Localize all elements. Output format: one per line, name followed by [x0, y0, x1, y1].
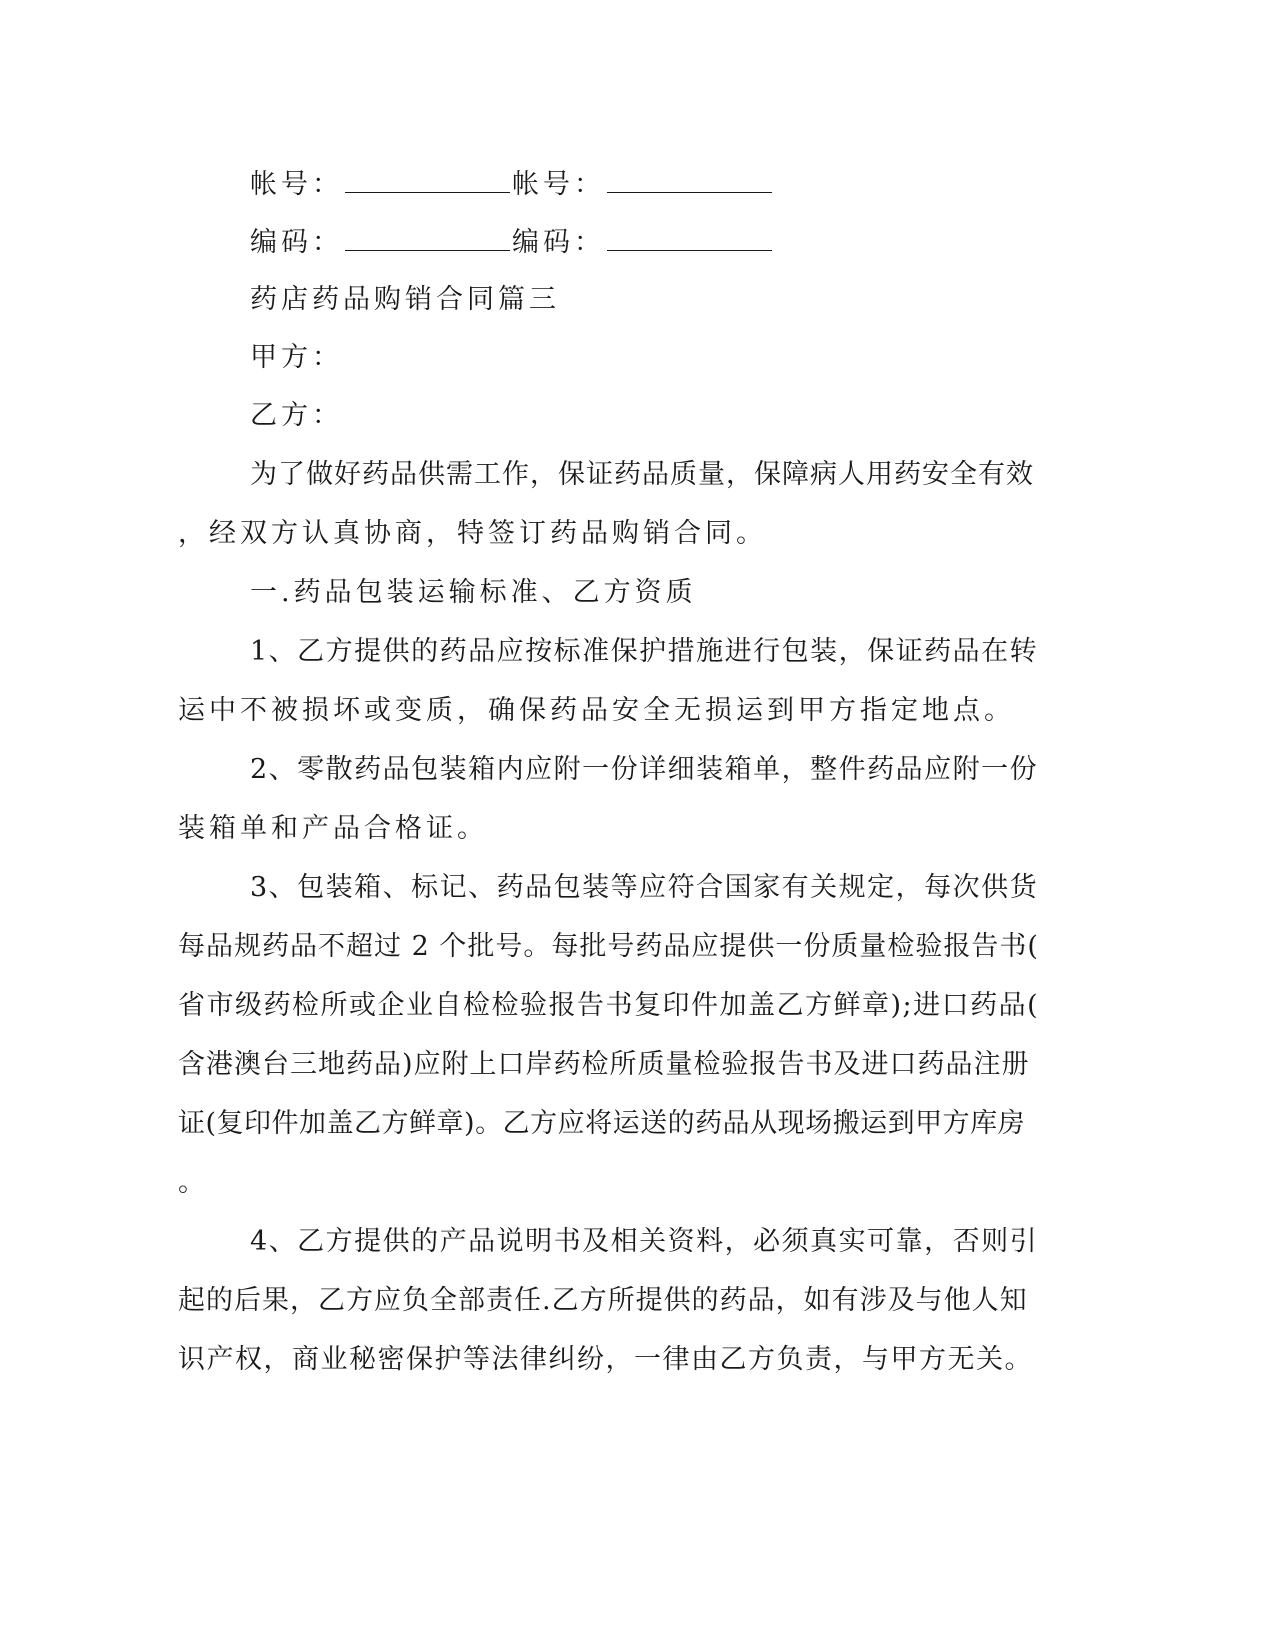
- item1-line-2: 运中不被损坏或变质，确保药品安全无损运到甲方指定地点。: [178, 695, 1015, 726]
- account-blank-b: [607, 166, 772, 193]
- code-row: [250, 224, 774, 261]
- item3-line-3: 省市级药检所或企业自检检验报告书复印件加盖乙方鲜章);进口药品(: [178, 990, 1040, 1021]
- clause-heading: 一.药品包装运输标准、乙方资质: [250, 577, 697, 608]
- account-label-a: 帐号：: [250, 169, 343, 200]
- account-label-b: 帐号：: [512, 169, 605, 200]
- item3-line-1: 3、包装箱、标记、药品包装等应符合国家有关规定，每次供货: [250, 872, 1039, 903]
- item2-line-2: 装箱单和产品合格证。: [178, 813, 488, 844]
- account-blank-a: [345, 166, 510, 193]
- item4-line-2: 起的后果，乙方应负全部责任.乙方所提供的药品，如有涉及与他人知: [178, 1285, 1028, 1316]
- item4-line-3: 识产权，商业秘密保护等法律纠纷，一律由乙方负责，与甲方无关。: [178, 1344, 1033, 1375]
- intro-line-2: ，经双方认真协商，特签订药品购销合同。: [178, 518, 767, 549]
- party-a-label: 甲方：: [250, 342, 343, 373]
- party-b-label: 乙方：: [250, 400, 343, 431]
- item3-line-6: 。: [178, 1167, 209, 1198]
- item3-line-5: 证(复印件加盖乙方鲜章)。乙方应将运送的药品从现场搬运到甲方库房: [178, 1108, 1026, 1139]
- code-blank-b: [607, 224, 772, 251]
- code-blank-a: [345, 224, 510, 251]
- section-title: 药店药品购销合同篇三: [250, 284, 560, 315]
- intro-line-1: 为了做好药品供需工作，保证药品质量，保障病人用药安全有效: [250, 459, 1034, 490]
- item3-line-2: 每品规药品不超过 2 个批号。每批号药品应提供一份质量检验报告书(: [178, 931, 1039, 962]
- code-label-b: 编码：: [512, 227, 605, 258]
- code-label-a: 编码：: [250, 227, 343, 258]
- item2-line-1: 2、零散药品包装箱内应附一份详细装箱单，整件药品应附一份: [250, 754, 1039, 785]
- account-row: [250, 166, 774, 203]
- item1-line-1: 1、乙方提供的药品应按标准保护措施进行包装，保证药品在转: [250, 636, 1039, 667]
- item4-line-1: 4、乙方提供的产品说明书及相关资料，必须真实可靠，否则引: [250, 1226, 1039, 1257]
- item3-line-4: 含港澳台三地药品)应附上口岸药检所质量检验报告书及进口药品注册: [178, 1049, 1030, 1080]
